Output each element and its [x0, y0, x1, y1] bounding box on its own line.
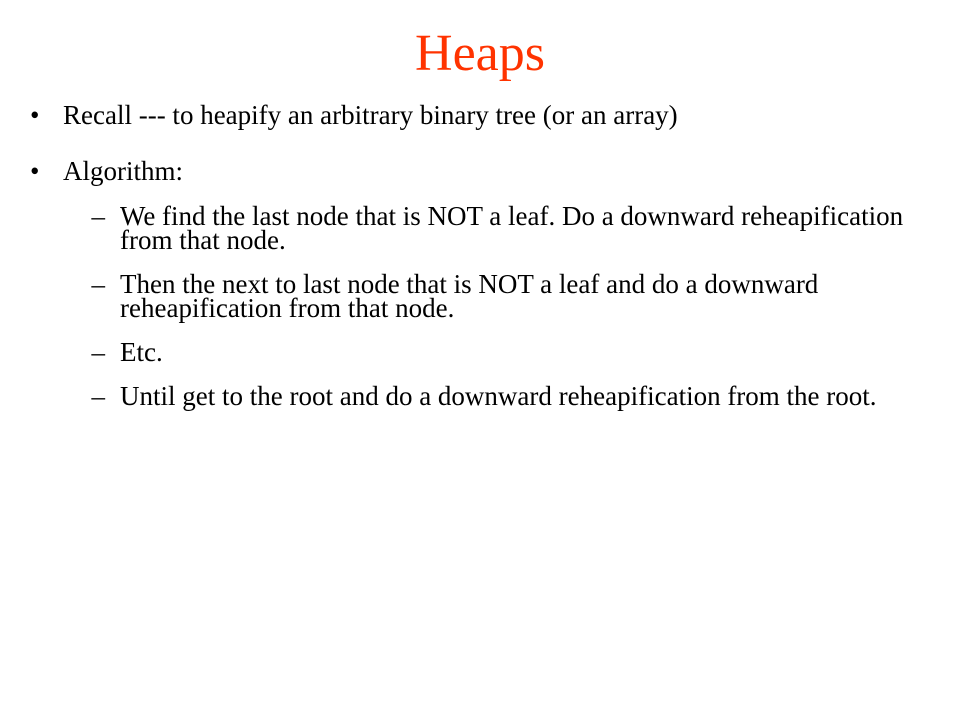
sub-bullet-text: Etc. — [120, 337, 163, 367]
sub-bullet-text: Until get to the root and do a downward reheapification from the root. — [120, 381, 877, 411]
sub-bullet-item — [75, 201, 940, 255]
bullet-item — [30, 156, 940, 411]
bullet-list — [30, 100, 940, 434]
sub-bullet-marker: – — [91, 269, 105, 299]
sub-bullet-text: We find the last node that is NOT a leaf. Do a downward reheapification from that node. — [120, 201, 904, 255]
sub-bullet-item — [75, 337, 940, 367]
sub-bullet-item — [75, 381, 940, 411]
bullet-text: Algorithm: — [63, 156, 183, 186]
sub-bullet-marker: – — [91, 381, 105, 411]
bullet-marker: • — [30, 156, 40, 186]
sub-bullet-marker: – — [91, 337, 105, 367]
sub-bullet-item — [75, 269, 940, 323]
slide-title: Heaps — [415, 25, 545, 82]
bullet-item — [30, 100, 940, 130]
bullet-marker: • — [30, 100, 40, 130]
sub-bullet-text: Then the next to last node that is NOT a leaf and do a downward reheapification from that node. — [120, 269, 819, 323]
sub-bullet-marker: – — [91, 201, 105, 231]
sub-bullet-list — [63, 201, 940, 411]
bullet-text: Recall --- to heapify an arbitrary binary tree (or an array) — [63, 100, 678, 130]
